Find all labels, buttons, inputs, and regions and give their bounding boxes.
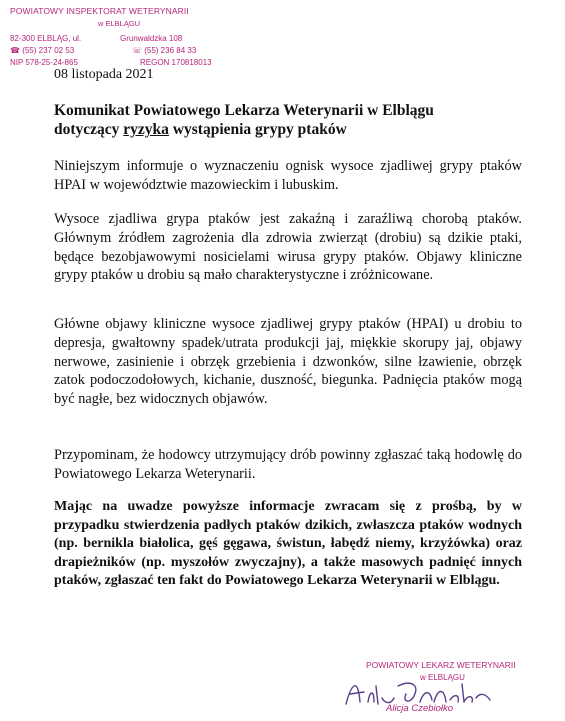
stamp-org: POWIATOWY INSPEKTORAT WETERYNARII (10, 6, 189, 16)
document-date: 08 listopada 2021 (54, 67, 154, 82)
stamp-fax: ☏ (55) 236 84 33 (132, 46, 197, 55)
handwritten-signature (340, 672, 500, 712)
paragraph-5-bold: Mając na uwadze powyższe informacje zwracam się z prośbą, by w przypadku stwierdzenia padłych ptaków dzikich, zwłaszcza ptaków wodnych (np. bernikla białolica, gęś gęgawa, świstun, łabędź niemy, krzyżówka) oraz drapieżników (np. myszołów zwyczajny), a także masowych padnięć innych ptaków, zgłaszać ten fakt do Powiatowego Lekarza Weterynarii w Elblągu. (54, 499, 522, 589)
paragraph-2: Wysoce zjadliwa grypa ptaków jest zakaźną i zaraźliwą chorobą ptaków. Głównym źródłem zagrożenia dla zdrowia zwierząt (drobiu) są dzikie ptaki, będące bezobjawowymi nosicielami wirusa grypy ptaków. Objawy kliniczne grypy ptaków u drobiu są mało charakterystyczne i zróżnicowane. (54, 211, 522, 284)
stamp-street: Grunwaldzka 108 (120, 34, 183, 43)
stamp-regon: REGON 170818013 (140, 58, 212, 67)
signature-stamp-name: Alicja Czebiołko (386, 703, 454, 714)
title-line-2-post: wystąpienia grypy ptaków (168, 121, 347, 138)
title-line-2-pre: dotyczący (54, 121, 124, 138)
paragraph-1: Niniejszym informuje o wyznaczeniu ognisk wysoce zjadliwej grypy ptaków HPAI w województwie mazowieckim i lubuskim. (54, 158, 522, 193)
stamp-city: w ELBLĄGU (98, 19, 141, 28)
title-line-1: Komunikat Powiatowego Lekarza Weterynarii w Elblągu (54, 102, 434, 119)
signature-stamp-line-1: POWIATOWY LEKARZ WETERYNARII (366, 660, 516, 670)
stamp-tel: ☎ (55) 237 02 53 (10, 46, 75, 55)
stamp-address: 82-300 ELBLĄG, ul. (10, 34, 82, 43)
signature-stamp-line-2: w ELBLĄGU (420, 673, 465, 682)
title-line-2 (54, 120, 524, 139)
paragraph-4: Przypominam, że hodowcy utrzymujący drób powinny zgłaszać taką hodowlę do Powiatowego Lekarza Weterynarii. (54, 447, 522, 482)
stamp-nip: NIP 578-25-24-865 (10, 58, 78, 67)
paragraph-3: Główne objawy kliniczne wysoce zjadliwej grypy ptaków (HPAI) u drobiu to depresja, gwałtowny spadek/utrata produkcji jaj, miękkie skorupy jaj, objawy nerwowe, zasinienie i obrzęk grzebienia i dzwonków, silne łzawienie, obrzęk zatok podoczodołowych, kichanie, duszność, biegunka. Padnięcia ptaków mogą być nagłe, bez widocznych objawów. (54, 316, 522, 408)
document-title (54, 101, 524, 139)
title-underlined-word: ryzyka (123, 121, 169, 138)
